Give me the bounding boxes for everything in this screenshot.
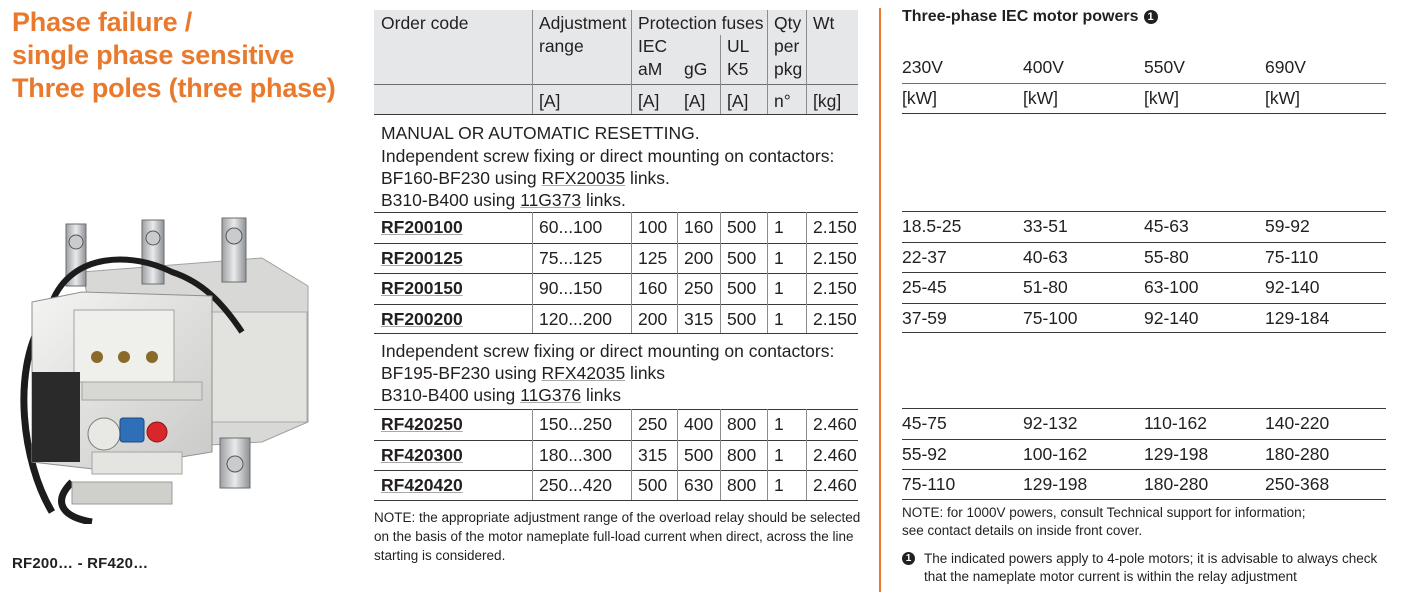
motor-power-value: 100-162: [1023, 443, 1088, 464]
motor-row: [902, 469, 1386, 500]
motor-row: [902, 242, 1386, 273]
cell-gg: 630: [684, 475, 714, 495]
motor-power-value: 55-92: [902, 443, 947, 464]
motor-power-value: 129-198: [1023, 474, 1088, 494]
motor-power-value: 110-162: [1144, 413, 1207, 433]
motor-power-value: 40-63: [1023, 246, 1068, 267]
section-notes: [374, 334, 858, 409]
motor-row: [902, 408, 1386, 439]
cell-ul: 500: [727, 217, 757, 237]
cell-gg: 200: [684, 247, 714, 268]
motor-row: [902, 272, 1386, 303]
motor-power-value: 75-110: [902, 474, 956, 494]
motor-power-value: 92-140: [1265, 277, 1320, 297]
cell-wt: 2.460: [813, 414, 857, 434]
motor-power-value: 45-75: [902, 413, 947, 433]
cell-ul: 800: [727, 414, 757, 434]
cell-ul: 800: [727, 475, 757, 495]
cell-gg: 315: [684, 308, 714, 329]
accessory-link[interactable]: RFX42035: [541, 363, 626, 383]
title-line: Three poles (three phase): [12, 73, 336, 103]
cell-wt: 2.150: [813, 217, 857, 237]
cell-range: 75...125: [539, 247, 603, 268]
motor-footnote: [902, 550, 1390, 586]
cell-am: 160: [638, 278, 668, 298]
header-unit: n°: [774, 91, 791, 111]
motor-power-value: 140-220: [1265, 413, 1330, 433]
voltage-header-row: [902, 56, 1386, 84]
table-row: [374, 409, 858, 440]
voltage-header: 550V: [1144, 57, 1185, 77]
cell-qty: 1: [774, 247, 784, 268]
accessory-link[interactable]: 11G373: [520, 190, 582, 210]
header-am: aM: [638, 59, 663, 79]
column-divider: [879, 8, 881, 592]
table-row: [374, 273, 858, 304]
section-note-line: BF195-BF230 using RFX42035 links: [381, 363, 666, 383]
section-note-line: Independent screw fixing or direct mounting on contactors:: [381, 341, 835, 361]
cell-range: 150...250: [539, 414, 612, 434]
note-line: starting is considered.: [374, 548, 506, 563]
header-gg: gG: [684, 59, 708, 79]
note-line: on the basis of the motor nameplate full-load current when direct, across the line: [374, 529, 854, 544]
motor-power-value: 18.5-25: [902, 216, 962, 236]
header-qty-line: per: [774, 36, 800, 56]
footnote-marker-icon: 1: [1144, 10, 1158, 24]
cell-qty: 1: [774, 278, 784, 298]
header-protection-fuses: Protection fuses: [638, 13, 764, 33]
cell-range: 180...300: [539, 444, 612, 465]
cell-gg: 250: [684, 278, 714, 298]
header-qty-line: pkg: [774, 59, 803, 79]
order-code[interactable]: RF420300: [381, 444, 463, 465]
section-note-line: Independent screw fixing or direct mounting on contactors:: [381, 146, 835, 166]
motor-power-value: 75-110: [1265, 246, 1319, 267]
motor-power-value: 33-51: [1023, 216, 1068, 236]
motor-power-value: 22-37: [902, 246, 947, 267]
voltage-header: 400V: [1023, 57, 1064, 77]
section-notes: [374, 115, 858, 212]
table-row: [374, 470, 858, 501]
footnote-line: 1 The indicated powers apply to 4-pole motors; it is advisable to always check: [902, 550, 1390, 568]
cell-qty: 1: [774, 475, 784, 495]
header-unit: [A]: [638, 91, 660, 111]
unit-header: [kW]: [902, 88, 937, 108]
voltage-header: 230V: [902, 57, 943, 77]
cell-qty: 1: [774, 444, 784, 465]
order-code-table: [374, 10, 858, 501]
cell-range: 60...100: [539, 217, 603, 237]
title-line: single phase sensitive: [12, 40, 295, 70]
note-line: see contact details on inside front cover.: [902, 522, 1143, 538]
header-unit: [A]: [684, 91, 706, 111]
section-note-line: MANUAL OR AUTOMATIC RESETTING.: [381, 123, 700, 143]
cell-gg: 160: [684, 217, 714, 237]
motor-power-value: 250-368: [1265, 474, 1330, 494]
motor-powers-title-text: Three-phase IEC motor powers: [902, 8, 1139, 25]
order-code[interactable]: RF420420: [381, 475, 463, 495]
order-code[interactable]: RF200100: [381, 217, 463, 237]
order-code[interactable]: RF200200: [381, 308, 463, 329]
cell-qty: 1: [774, 414, 784, 434]
header-unit: [A]: [727, 91, 749, 111]
section-note-line: BF160-BF230 using RFX20035 links.: [381, 168, 670, 188]
order-code[interactable]: RF200150: [381, 278, 463, 298]
note-line: NOTE: the appropriate adjustment range of the overload relay should be selected: [374, 510, 861, 525]
motor-power-value: 75-100: [1023, 307, 1078, 328]
cell-wt: 2.150: [813, 308, 857, 329]
unit-header: [kW]: [1023, 88, 1058, 108]
cell-ul: 500: [727, 247, 757, 268]
accessory-link[interactable]: 11G376: [520, 385, 582, 405]
motor-powers-table: [902, 56, 1386, 500]
voltage-header: 690V: [1265, 57, 1306, 77]
section-note-line: B310-B400 using 11G373 links.: [381, 190, 626, 210]
cell-ul: 800: [727, 444, 757, 465]
motor-power-value: 92-132: [1023, 413, 1078, 433]
motor-power-value: 92-140: [1144, 307, 1199, 328]
table-row: [374, 243, 858, 274]
header-ul: UL: [727, 36, 750, 56]
footnote-line: that the nameplate motor current is within the relay adjustment: [924, 569, 1297, 584]
cell-wt: 2.150: [813, 278, 857, 298]
header-adjustment-line: range: [539, 36, 584, 56]
cell-range: 250...420: [539, 475, 612, 495]
motor-row: [902, 211, 1386, 242]
cell-am: 250: [638, 414, 668, 434]
table-row: [374, 304, 858, 335]
header-unit: [kg]: [813, 91, 842, 111]
cell-qty: 1: [774, 308, 784, 329]
cell-am: 315: [638, 444, 668, 465]
cell-am: 500: [638, 475, 668, 495]
motor-power-value: 59-92: [1265, 216, 1310, 236]
table-header: [374, 10, 858, 115]
table-row: [374, 212, 858, 243]
unit-header: [kW]: [1144, 88, 1179, 108]
thermal-overload-relay-image: [12, 212, 312, 524]
cell-wt: 2.460: [813, 444, 857, 465]
motor-note: [902, 504, 1390, 539]
header-order-code: Order code: [381, 13, 469, 33]
motor-power-value: 51-80: [1023, 277, 1068, 297]
unit-header: [kW]: [1265, 88, 1300, 108]
cell-gg: 500: [684, 444, 714, 465]
header-unit: [A]: [539, 91, 561, 111]
motor-power-value: 180-280: [1144, 474, 1209, 494]
motor-power-value: 63-100: [1144, 277, 1199, 297]
motor-power-value: 55-80: [1144, 246, 1189, 267]
motor-power-value: 129-198: [1144, 443, 1209, 464]
title-line: Phase failure /: [12, 7, 193, 37]
header-qty-line: Qty: [774, 13, 802, 33]
cell-am: 100: [638, 217, 668, 237]
table-note: [374, 508, 862, 565]
cell-am: 200: [638, 308, 668, 329]
header-wt: Wt: [813, 13, 835, 33]
cell-gg: 400: [684, 414, 714, 434]
cell-range: 90...150: [539, 278, 603, 298]
motor-power-value: 129-184: [1265, 307, 1330, 328]
motor-power-value: 25-45: [902, 277, 947, 297]
footnote-marker-icon: 1: [902, 552, 915, 565]
section-title: [12, 6, 352, 105]
cell-wt: 2.460: [813, 475, 857, 495]
motor-row: [902, 303, 1386, 334]
note-line: NOTE: for 1000V powers, consult Technical support for information;: [902, 505, 1306, 520]
cell-range: 120...200: [539, 308, 612, 329]
motor-row: [902, 439, 1386, 470]
motor-power-value: 45-63: [1144, 216, 1189, 236]
product-caption: RF200… - RF420…: [12, 555, 149, 572]
motor-power-value: 37-59: [902, 307, 947, 328]
unit-header-row: [902, 84, 1386, 114]
accessory-link[interactable]: RFX20035: [541, 168, 626, 188]
motor-powers-title: [902, 8, 1158, 26]
header-adjustment-line: Adjustment: [539, 13, 627, 33]
cell-wt: 2.150: [813, 247, 857, 268]
header-iec: IEC: [638, 36, 668, 56]
cell-am: 125: [638, 247, 668, 268]
order-code[interactable]: RF200125: [381, 247, 463, 268]
section-note-line: B310-B400 using 11G376 links: [381, 385, 621, 405]
cell-ul: 500: [727, 278, 757, 298]
header-k5: K5: [727, 59, 749, 79]
table-row: [374, 440, 858, 471]
order-code[interactable]: RF420250: [381, 414, 463, 434]
cell-ul: 500: [727, 308, 757, 329]
cell-qty: 1: [774, 217, 784, 237]
motor-power-value: 180-280: [1265, 443, 1330, 464]
